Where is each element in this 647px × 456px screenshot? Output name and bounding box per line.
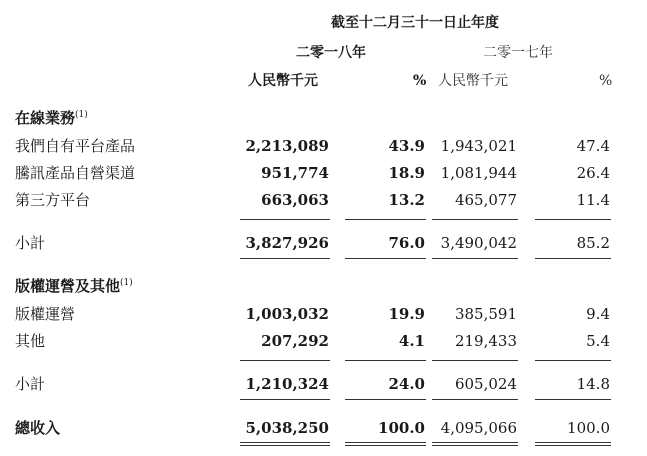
pct-2018-header: % xyxy=(413,73,427,89)
divider xyxy=(535,360,611,361)
year-2018-header: 二零一八年 xyxy=(296,45,366,61)
unit-2018-header: 人民幣千元 xyxy=(248,73,318,89)
pct-2018: 13.2 xyxy=(388,191,425,209)
pct-2018: 18.9 xyxy=(388,164,425,182)
row-label: 第三方平台 xyxy=(15,191,91,209)
divider xyxy=(240,445,330,446)
value-2018: 1,003,032 xyxy=(245,305,329,323)
total-pct-2017: 100.0 xyxy=(567,419,610,437)
pct-2017: 26.4 xyxy=(576,164,610,182)
divider xyxy=(345,442,426,443)
pct-2018: 4.1 xyxy=(398,332,425,350)
divider xyxy=(432,258,518,259)
year-2017-header: 二零一七年 xyxy=(483,45,553,61)
subtotal-value-2017: 605,024 xyxy=(454,375,517,393)
value-2017: 1,943,021 xyxy=(440,137,517,155)
section-title-online: 在線業務$^{(1)}$ xyxy=(15,109,88,127)
total-label: 總收入 xyxy=(15,419,61,437)
pct-2017-header: % xyxy=(599,73,613,89)
period-header: 截至十二月三十一日止年度 xyxy=(331,15,499,31)
divider xyxy=(345,445,426,446)
unit-2017-header: 人民幣千元 xyxy=(438,73,508,89)
subtotal-value-2018: 3,827,926 xyxy=(245,234,329,252)
pct-2017: 11.4 xyxy=(576,191,610,209)
subtotal-pct-2018: 76.0 xyxy=(388,234,425,252)
divider xyxy=(240,219,330,220)
divider xyxy=(345,258,426,259)
row-label: 版權運營 xyxy=(15,305,76,323)
subtotal-label: 小計 xyxy=(15,375,46,393)
divider xyxy=(535,445,611,446)
divider xyxy=(240,399,330,400)
value-2017: 1,081,944 xyxy=(440,164,517,182)
divider xyxy=(432,442,518,443)
divider xyxy=(535,219,611,220)
value-2018: 951,774 xyxy=(261,164,329,182)
pct-2018: 43.9 xyxy=(388,137,425,155)
value-2017: 219,433 xyxy=(454,332,517,350)
row-label: 我們自有平台產品 xyxy=(15,137,136,155)
divider xyxy=(240,258,330,259)
subtotal-pct-2018: 24.0 xyxy=(388,375,425,393)
divider xyxy=(432,445,518,446)
row-label: 其他 xyxy=(15,332,46,350)
divider xyxy=(535,442,611,443)
pct-2017: 9.4 xyxy=(586,305,610,323)
total-pct-2018: 100.0 xyxy=(378,419,425,437)
divider xyxy=(240,442,330,443)
value-2018: 207,292 xyxy=(261,332,329,350)
pct-2017: 5.4 xyxy=(586,332,610,350)
row-label: 騰訊產品自營渠道 xyxy=(15,164,136,182)
divider xyxy=(345,399,426,400)
subtotal-value-2017: 3,490,042 xyxy=(440,234,517,252)
divider xyxy=(345,219,426,220)
section-title-copyright: 版權運營及其他$^{(1)}$ xyxy=(15,277,133,295)
divider xyxy=(432,360,518,361)
divider xyxy=(240,360,330,361)
value-2018: 2,213,089 xyxy=(245,137,329,155)
total-value-2018: 5,038,250 xyxy=(245,419,329,437)
divider xyxy=(345,360,426,361)
subtotal-pct-2017: 14.8 xyxy=(576,375,610,393)
total-value-2017: 4,095,066 xyxy=(440,419,517,437)
subtotal-label: 小計 xyxy=(15,234,46,252)
value-2017: 465,077 xyxy=(454,191,517,209)
subtotal-pct-2017: 85.2 xyxy=(576,234,610,252)
pct-2017: 47.4 xyxy=(576,137,610,155)
pct-2018: 19.9 xyxy=(388,305,425,323)
divider xyxy=(535,399,611,400)
value-2018: 663,063 xyxy=(261,191,329,209)
divider xyxy=(432,399,518,400)
value-2017: 385,591 xyxy=(454,305,517,323)
divider xyxy=(535,258,611,259)
subtotal-value-2018: 1,210,324 xyxy=(245,375,329,393)
divider xyxy=(432,219,518,220)
